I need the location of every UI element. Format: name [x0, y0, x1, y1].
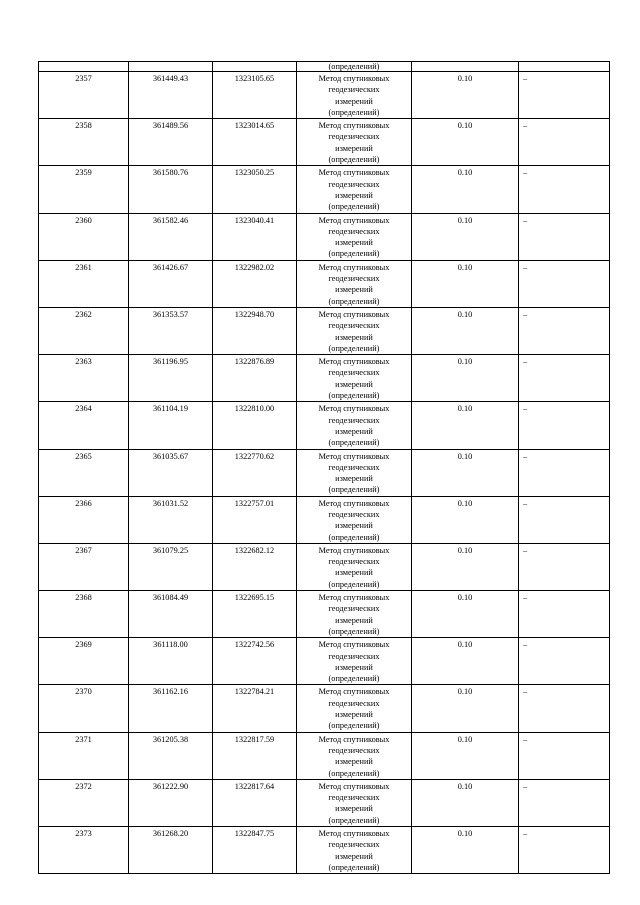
cell-y: 1323014.65: [213, 119, 297, 166]
cell-method: [297, 685, 412, 732]
cell-id: 2359: [39, 166, 129, 213]
method-line: геодезических: [328, 604, 380, 614]
cell-accuracy: [412, 62, 519, 72]
method-line: Метод спутниковых: [318, 357, 390, 367]
method-line: измерений: [335, 285, 373, 295]
method-line: измерений: [335, 568, 373, 578]
cell-note: –: [519, 732, 610, 779]
cell-note: [519, 62, 610, 72]
method-line: измерений: [335, 426, 373, 436]
cell-note: –: [519, 449, 610, 496]
cell-accuracy: 0.10: [412, 355, 519, 402]
cell-method: [297, 307, 412, 354]
method-line: (определений): [328, 579, 380, 589]
cell-method: [297, 732, 412, 779]
table-row: [39, 355, 610, 402]
cell-id: 2360: [39, 213, 129, 260]
table-row: [39, 260, 610, 307]
cell-id: 2366: [39, 496, 129, 543]
method-line: Метод спутниковых: [318, 545, 390, 555]
cell-method: [297, 260, 412, 307]
method-line: измерений: [335, 332, 373, 342]
cell-id: 2371: [39, 732, 129, 779]
cell-note: –: [519, 543, 610, 590]
method-line: Метод спутниковых: [318, 640, 390, 650]
method-line: геодезических: [328, 321, 380, 331]
cell-id: 2367: [39, 543, 129, 590]
cell-id: 2357: [39, 72, 129, 119]
method-line: геодезических: [328, 745, 380, 755]
cell-note: –: [519, 166, 610, 213]
table-row: [39, 543, 610, 590]
method-line: измерений: [335, 143, 373, 153]
cell-id: 2364: [39, 402, 129, 449]
cell-method: [297, 402, 412, 449]
table-row: [39, 119, 610, 166]
method-line: (определений): [328, 721, 380, 731]
cell-id: 2369: [39, 638, 129, 685]
table-row: [39, 732, 610, 779]
cell-y: 1322817.64: [213, 779, 297, 826]
cell-x: 361580.76: [129, 166, 213, 213]
cell-accuracy: 0.10: [412, 260, 519, 307]
cell-method-continuation: (определений): [297, 62, 412, 72]
method-line: измерений: [335, 238, 373, 248]
method-line: Метод спутниковых: [318, 734, 390, 744]
cell-id: 2358: [39, 119, 129, 166]
cell-id: 2370: [39, 685, 129, 732]
cell-note: –: [519, 638, 610, 685]
table-row: [39, 213, 610, 260]
method-line: Метод спутниковых: [318, 687, 390, 697]
cell-id: [39, 62, 129, 72]
method-line: (определений): [328, 296, 380, 306]
cell-x: 361582.46: [129, 213, 213, 260]
cell-y: 1322810.00: [213, 402, 297, 449]
method-line: (определений): [328, 438, 380, 448]
cell-method: [297, 591, 412, 638]
method-line: измерений: [335, 804, 373, 814]
cell-note: –: [519, 496, 610, 543]
cell-x: 361205.38: [129, 732, 213, 779]
table-row: [39, 307, 610, 354]
cell-accuracy: 0.10: [412, 732, 519, 779]
cell-accuracy: 0.10: [412, 779, 519, 826]
cell-y: 1323040.41: [213, 213, 297, 260]
method-line: Метод спутниковых: [318, 168, 390, 178]
method-line: геодезических: [328, 274, 380, 284]
method-line: геодезических: [328, 226, 380, 236]
cell-note: –: [519, 779, 610, 826]
cell-note: –: [519, 72, 610, 119]
table-row: [39, 685, 610, 732]
method-line: измерений: [335, 710, 373, 720]
coordinates-table: [38, 61, 610, 874]
cell-x: 361222.90: [129, 779, 213, 826]
cell-y: 1322757.01: [213, 496, 297, 543]
cell-note: –: [519, 307, 610, 354]
method-line: геодезических: [328, 509, 380, 519]
cell-x: [129, 62, 213, 72]
cell-accuracy: 0.10: [412, 213, 519, 260]
table-row: [39, 779, 610, 826]
method-line: Метод спутниковых: [318, 593, 390, 603]
table-row: [39, 591, 610, 638]
method-line: (определений): [328, 485, 380, 495]
table-row: [39, 496, 610, 543]
cell-method: [297, 119, 412, 166]
cell-y: 1322948.70: [213, 307, 297, 354]
method-line: Метод спутниковых: [318, 781, 390, 791]
cell-note: –: [519, 591, 610, 638]
cell-y: 1322695.15: [213, 591, 297, 638]
method-line: измерений: [335, 379, 373, 389]
continuation-row: [39, 62, 610, 72]
cell-accuracy: 0.10: [412, 402, 519, 449]
cell-y: 1322784.21: [213, 685, 297, 732]
cell-note: –: [519, 119, 610, 166]
method-line: (определений): [328, 862, 380, 872]
method-line: (определений): [328, 626, 380, 636]
cell-accuracy: 0.10: [412, 827, 519, 874]
cell-method: [297, 496, 412, 543]
cell-y: 1322682.12: [213, 543, 297, 590]
method-line: (определений): [328, 815, 380, 825]
method-line: Метод спутниковых: [318, 498, 390, 508]
method-line: Метод спутниковых: [318, 262, 390, 272]
method-line: измерений: [335, 96, 373, 106]
cell-x: 361196.95: [129, 355, 213, 402]
cell-x: 361449.43: [129, 72, 213, 119]
cell-y: 1323050.25: [213, 166, 297, 213]
cell-id: 2373: [39, 827, 129, 874]
table-row: [39, 166, 610, 213]
method-line: измерений: [335, 757, 373, 767]
cell-x: 361104.19: [129, 402, 213, 449]
method-line: измерений: [335, 615, 373, 625]
cell-x: 361084.49: [129, 591, 213, 638]
table-row: [39, 638, 610, 685]
method-line: (определений): [328, 343, 380, 353]
cell-x: 361353.57: [129, 307, 213, 354]
table-row: [39, 402, 610, 449]
table-row: [39, 449, 610, 496]
method-line: (определений): [328, 249, 380, 259]
cell-accuracy: 0.10: [412, 119, 519, 166]
method-line: измерений: [335, 474, 373, 484]
method-line: геодезических: [328, 368, 380, 378]
method-line: Метод спутниковых: [318, 451, 390, 461]
cell-method: [297, 355, 412, 402]
method-line: геодезических: [328, 415, 380, 425]
cell-method: [297, 449, 412, 496]
method-line: геодезических: [328, 179, 380, 189]
cell-method: [297, 543, 412, 590]
table-row: [39, 72, 610, 119]
cell-method: [297, 72, 412, 119]
method-line: измерений: [335, 521, 373, 531]
method-line: геодезических: [328, 840, 380, 850]
cell-id: 2368: [39, 591, 129, 638]
cell-accuracy: 0.10: [412, 685, 519, 732]
method-line: (определений): [328, 532, 380, 542]
cell-method: [297, 779, 412, 826]
method-line: Метод спутниковых: [318, 121, 390, 131]
cell-x: 361162.16: [129, 685, 213, 732]
cell-accuracy: 0.10: [412, 166, 519, 213]
method-line: (определений): [328, 202, 380, 212]
coordinates-table-page: [38, 61, 609, 874]
cell-accuracy: 0.10: [412, 543, 519, 590]
cell-note: –: [519, 402, 610, 449]
cell-y: 1322817.59: [213, 732, 297, 779]
cell-x: 361031.52: [129, 496, 213, 543]
cell-y: [213, 62, 297, 72]
cell-method: [297, 827, 412, 874]
method-line: измерений: [335, 662, 373, 672]
method-line: Метод спутниковых: [318, 829, 390, 838]
method-line: Метод спутниковых: [318, 74, 390, 83]
cell-y: 1322742.56: [213, 638, 297, 685]
cell-y: 1322876.89: [213, 355, 297, 402]
method-line: геодезических: [328, 462, 380, 472]
cell-accuracy: 0.10: [412, 638, 519, 685]
cell-id: 2363: [39, 355, 129, 402]
cell-method: [297, 638, 412, 685]
method-line: (определений): [328, 391, 380, 401]
method-line: геодезических: [328, 651, 380, 661]
cell-note: –: [519, 213, 610, 260]
method-line: геодезических: [328, 557, 380, 567]
cell-x: 361489.56: [129, 119, 213, 166]
cell-y: 1323105.65: [213, 72, 297, 119]
method-line: геодезических: [328, 85, 380, 95]
cell-x: 361426.67: [129, 260, 213, 307]
cell-accuracy: 0.10: [412, 591, 519, 638]
table-row: [39, 827, 610, 874]
method-line: (определений): [328, 155, 380, 165]
cell-accuracy: 0.10: [412, 449, 519, 496]
cell-id: 2372: [39, 779, 129, 826]
cell-x: 361118.00: [129, 638, 213, 685]
cell-accuracy: 0.10: [412, 496, 519, 543]
method-line: геодезических: [328, 793, 380, 803]
cell-y: 1322770.62: [213, 449, 297, 496]
method-line: измерений: [335, 190, 373, 200]
method-line: Метод спутниковых: [318, 309, 390, 319]
cell-method: [297, 166, 412, 213]
method-line: Метод спутниковых: [318, 215, 390, 225]
cell-note: –: [519, 355, 610, 402]
cell-x: 361268.20: [129, 827, 213, 874]
cell-x: 361035.67: [129, 449, 213, 496]
method-line: (определений): [328, 107, 380, 117]
cell-accuracy: 0.10: [412, 72, 519, 119]
cell-note: –: [519, 685, 610, 732]
method-line: (определений): [328, 674, 380, 684]
cell-id: 2361: [39, 260, 129, 307]
cell-id: 2365: [39, 449, 129, 496]
method-line: измерений: [335, 851, 373, 861]
method-line: геодезических: [328, 698, 380, 708]
cell-y: 1322847.75: [213, 827, 297, 874]
cell-id: 2362: [39, 307, 129, 354]
cell-y: 1322982.02: [213, 260, 297, 307]
cell-note: –: [519, 260, 610, 307]
cell-accuracy: 0.10: [412, 307, 519, 354]
method-line: Метод спутниковых: [318, 404, 390, 414]
method-line: (определений): [328, 768, 380, 778]
cell-note: –: [519, 827, 610, 874]
cell-method: [297, 213, 412, 260]
method-line: геодезических: [328, 132, 380, 142]
cell-x: 361079.25: [129, 543, 213, 590]
